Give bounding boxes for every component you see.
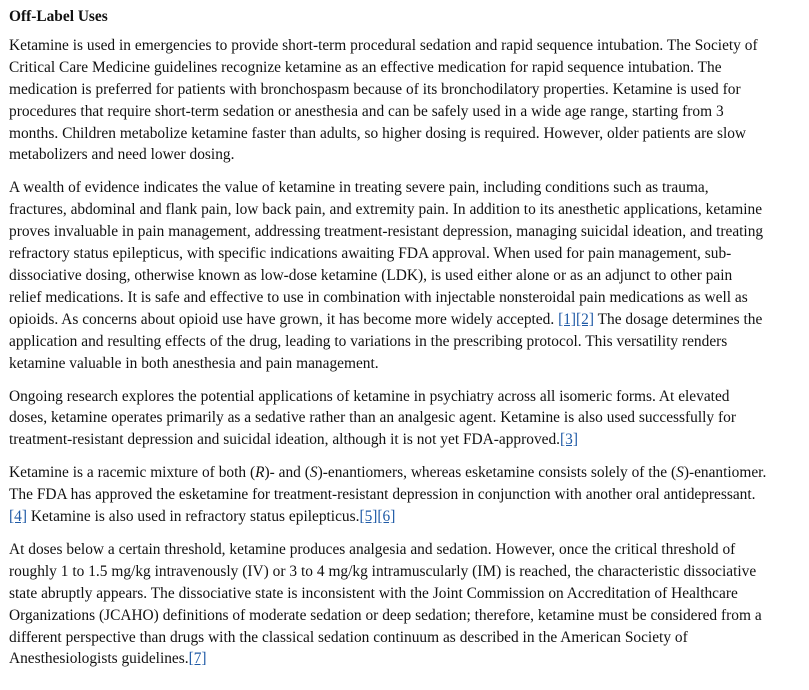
paragraph-procedural-sedation	[9, 35, 767, 166]
reference-link-3[interactable]: [3]	[560, 431, 578, 449]
paragraph-dissociative-threshold	[9, 539, 767, 670]
paragraph-text: )- and (	[264, 464, 310, 482]
paragraph-text: Ketamine is used in emergencies to provide short-term procedural sedation and rapid sequence intubation. The Society of Critical Care Medicine guidelines recognize ketamine as an effective medication for rapid sequence intubation. The medication is preferred for patients with bronchospasm because of its bronchodilatory properties. Ketamine is used for procedures that require short-term sedation or anesthesia and can be safely used in a wide age range, starting from 3 months. Children metabolize ketamine faster than adults, so higher dosing is required. However, older patients are slow metabolizers and need lower dosing.	[9, 36, 758, 164]
paragraph-text: Ketamine is a racemic mixture of both (	[9, 464, 256, 482]
paragraph-text: Ketamine is also used in refractory status epilepticus.	[26, 508, 360, 526]
paragraph-psychiatry	[9, 386, 767, 452]
section-heading: Off-Label Uses	[9, 8, 108, 25]
paragraph-text: At doses below a certain threshold, ketamine produces analgesia and sedation. However, once the critical threshold of roughly 1 to 1.5 mg/kg intravenously (IV) or 3 to 4 mg/kg intramuscularly (IM) is reached, the characteristic dissociative state abruptly appears. The dissociative state is inconsistent with the Joint Commission on Accreditation of Healthcare Organizations (JCAHO) definitions of moderate sedation or deep sedation; therefore, ketamine must be considered from a different perspective than drugs with the classical sedation continuum as described in the American Society of Anesthesiologists guidelines.	[9, 540, 762, 668]
reference-link-4[interactable]: [4]	[9, 508, 27, 526]
italic-s: S	[309, 464, 318, 482]
paragraph-enantiomers	[9, 462, 767, 528]
reference-link-7[interactable]: [7]	[188, 650, 207, 668]
paragraph-text: The dosage determines the application and resulting effects of the drug, leading to variations in the prescribing protocol. This versatility renders ketamine valuable in both anesthesia and pain management.	[9, 310, 763, 372]
reference-link-5[interactable]: [5]	[359, 508, 378, 526]
paragraph-pain-management	[9, 177, 767, 374]
paragraph-text: A wealth of evidence indicates the value of ketamine in treating severe pain, including conditions such as trauma, fractures, abdominal and flank pain, low back pain, and extremity pain. In addition to its anesthetic applications, ketamine proves invaluable in pain management, addressing treatment-resistant depression, managing suicidal ideation, and treating refractory status epilepticus, with specific indications awaiting FDA approval. When used for pain management, sub-dissociative dosing, otherwise known as low-dose ketamine (LDK), is used either alone or as an adjunct to other pain relief medications. It is safe and effective to use in combination with injectable nonsteroidal pain medications as well as opioids. As concerns about opioid use have grown, it has become more widely accepted.	[9, 179, 764, 328]
paragraph-text: )-enantiomers, whereas esketamine consists solely of the (	[317, 464, 677, 482]
reference-link-6[interactable]: [6]	[377, 508, 396, 526]
paragraph-text: Ongoing research explores the potential applications of ketamine in psychiatry across all isomeric forms. At elevated doses, ketamine operates primarily as a sedative rather than an analgesic agent. Ketamine is also used successfully for treatment-resistant depression and suicidal ideation, although it is not yet FDA-approved.	[9, 387, 736, 449]
reference-link-1[interactable]: [1]	[558, 310, 577, 328]
reference-link-2[interactable]: [2]	[576, 310, 594, 328]
paragraph-text: )-enantiomer. The FDA has approved the esketamine for treatment-resistant depression in conjunction with another oral antidepressant.	[9, 464, 767, 504]
italic-s: S	[676, 464, 684, 482]
italic-r: R	[255, 464, 265, 482]
